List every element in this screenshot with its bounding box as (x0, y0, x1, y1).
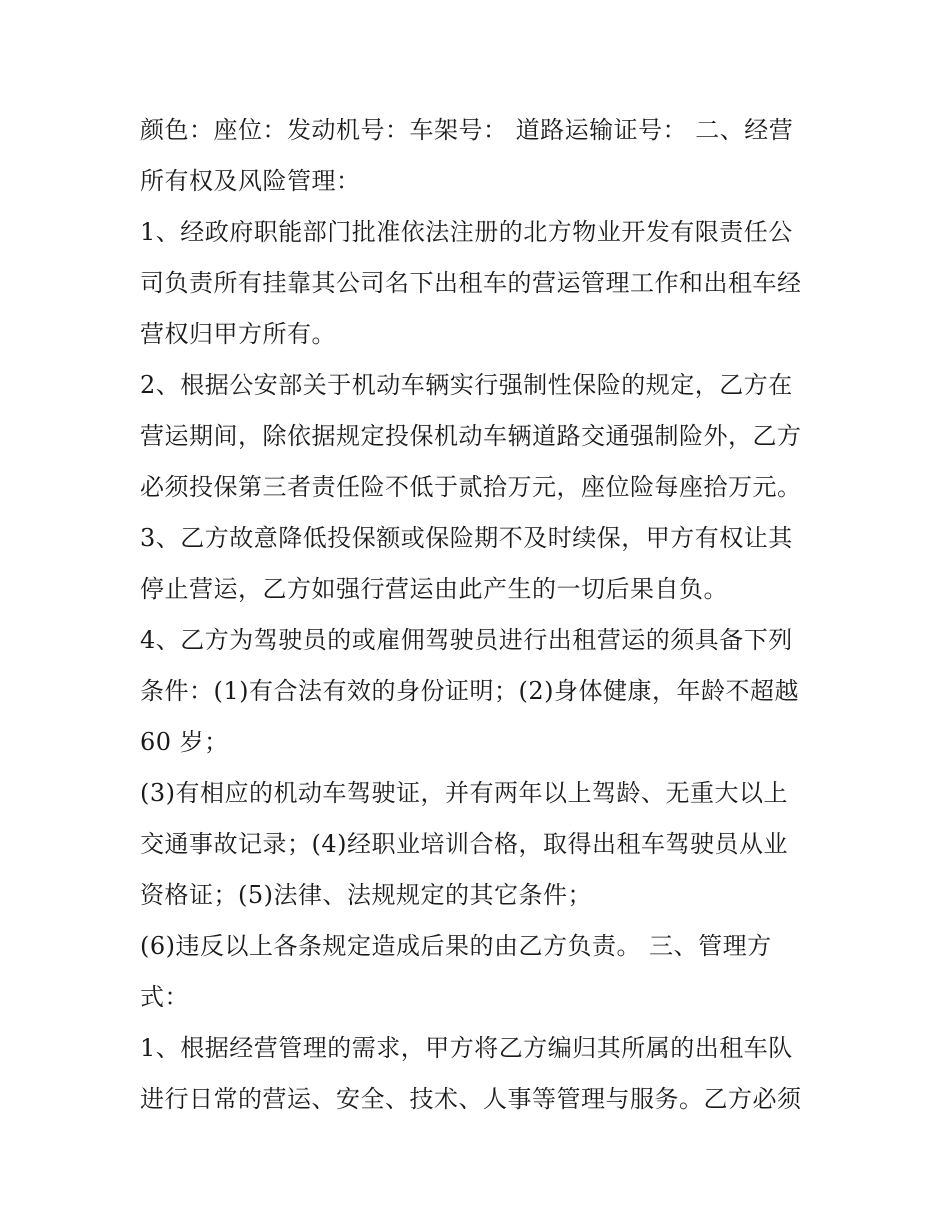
text-line: 2、根据公安部关于机动车辆实行强制性保险的规定，乙方在 (140, 371, 793, 399)
text-line: 1、根据经营管理的需求，甲方将乙方编归其所属的出租车队 (140, 1034, 793, 1062)
text-line: 颜色：座位：发动机号：车架号： 道路运输证号： 二、经营 (140, 116, 794, 144)
text-line: 营权归甲方所有。 (140, 320, 336, 348)
text-line: 营运期间，除依据规定投保机动车辆道路交通强制险外，乙方 (140, 422, 802, 450)
text-line: 4、乙方为驾驶员的或雇佣驾驶员进行出租营运的须具备下列 (140, 626, 793, 654)
text-line: 必须投保第三者责任险不低于贰拾万元，座位险每座拾万元。 (140, 473, 802, 501)
text-line: 1、经政府职能部门批准依法注册的北方物业开发有限责任公 (140, 218, 793, 246)
text-line: 60 岁； (140, 728, 229, 756)
text-line: 进行日常的营运、安全、技术、人事等管理与服务。乙方必须 (140, 1085, 802, 1113)
text-line: 条件：(1)有合法有效的身份证明；(2)身体健康，年龄不超越 (140, 677, 799, 705)
text-line: 所有权及风险管理： (140, 167, 361, 195)
document-body (140, 105, 820, 1125)
text-line: 停止营运，乙方如强行营运由此产生的一切后果自负。 (140, 575, 728, 603)
text-line: 交通事故记录；(4)经职业培训合格，取得出租车驾驶员从业 (140, 830, 788, 858)
text-line: 资格证；(5)法律、法规规定的其它条件； (140, 881, 592, 909)
text-line: (6)违反以上各条规定造成后果的由乙方负责。 三、管理方 (140, 932, 772, 960)
text-line: (3)有相应的机动车驾驶证，并有两年以上驾龄、无重大以上 (140, 779, 788, 807)
text-line: 司负责所有挂靠其公司名下出租车的营运管理工作和出租车经 (140, 269, 802, 297)
text-line: 3、乙方故意降低投保额或保险期不及时续保，甲方有权让其 (140, 524, 793, 552)
text-line: 式： (140, 983, 189, 1011)
